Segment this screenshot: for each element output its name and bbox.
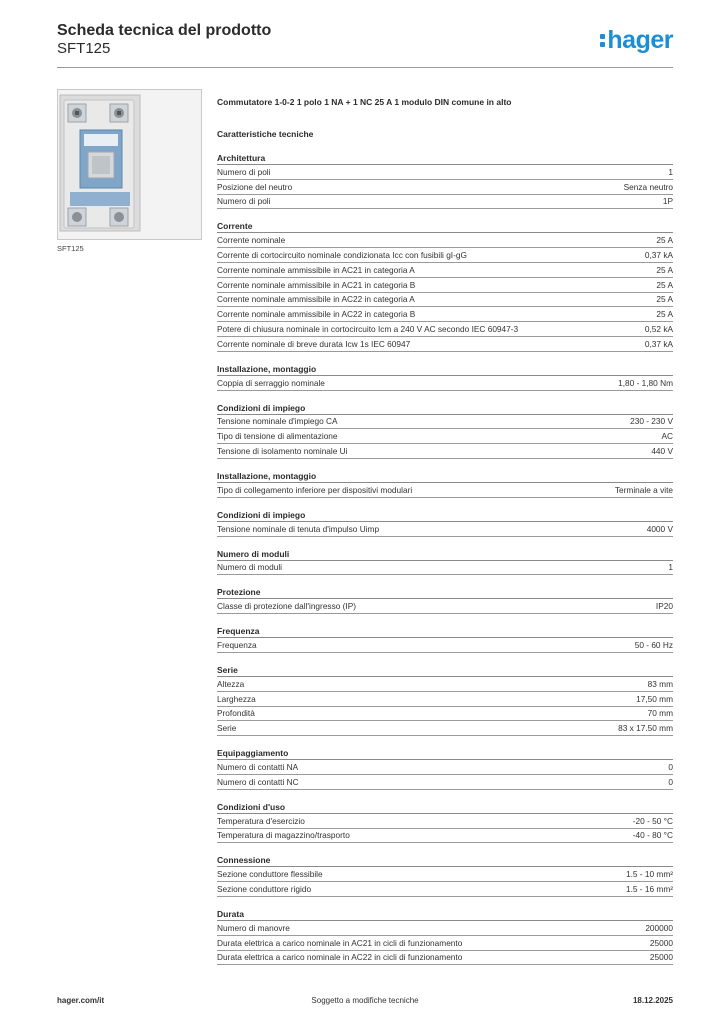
spec-sections xyxy=(217,151,673,965)
spec-value: -40 - 80 °C xyxy=(632,830,673,841)
spec-row xyxy=(217,775,673,790)
spec-section xyxy=(217,800,673,844)
section-title: Installazione, montaggio xyxy=(217,362,673,376)
document-title: Scheda tecnica del prodotto xyxy=(57,22,272,39)
spec-label: Tensione di isolamento nominale Ui xyxy=(217,446,348,457)
spec-value: 1.5 - 16 mm² xyxy=(625,884,673,894)
spec-section xyxy=(217,362,673,391)
spec-row xyxy=(217,293,673,308)
product-image xyxy=(57,89,202,240)
spec-row xyxy=(217,307,673,322)
spec-row xyxy=(217,760,673,775)
spec-section xyxy=(217,624,673,653)
spec-label: Temperatura d'esercizio xyxy=(217,815,305,826)
spec-section xyxy=(217,219,673,351)
section-title: Condizioni d'uso xyxy=(217,800,673,814)
spec-section xyxy=(217,508,673,537)
spec-row xyxy=(217,692,673,707)
spec-label: Coppia di serraggio nominale xyxy=(217,377,325,388)
footer-website: hager.com/it xyxy=(57,996,105,1005)
spec-value: 25000 xyxy=(649,952,673,963)
spec-value: 70 mm xyxy=(647,708,673,719)
spec-row xyxy=(217,677,673,692)
spec-value: 1.5 - 10 mm² xyxy=(625,869,673,880)
spec-row xyxy=(217,707,673,722)
spec-label: Corrente nominale di breve durata Icw 1s IEC 60947 xyxy=(217,338,411,349)
section-title: Connessione xyxy=(217,853,673,867)
spec-row xyxy=(217,829,673,844)
spec-section xyxy=(217,585,673,614)
spec-value: 1 xyxy=(668,166,673,177)
spec-label: Numero di poli xyxy=(217,196,271,207)
spec-value: AC xyxy=(661,431,673,442)
spec-value: Terminale a vite xyxy=(614,484,673,495)
spec-label: Profondità xyxy=(217,708,255,719)
spec-section xyxy=(217,151,673,209)
hager-logo xyxy=(600,26,673,55)
spec-row xyxy=(217,638,673,653)
spec-value: 0,52 kA xyxy=(644,324,673,335)
spec-label: Altezza xyxy=(217,678,245,689)
spec-row xyxy=(217,180,673,195)
product-description: Commutatore 1-0-2 1 polo 1 NA + 1 NC 25 A 1 modulo DIN comune in alto xyxy=(217,97,512,107)
spec-value: 4000 V xyxy=(646,523,673,534)
spec-row xyxy=(217,195,673,210)
spec-value: 25 A xyxy=(656,264,673,275)
spec-label: Tipo di collegamento inferiore per dispositivi modulari xyxy=(217,484,413,495)
section-title: Numero di moduli xyxy=(217,547,673,561)
image-caption: SFT125 xyxy=(57,244,84,253)
spec-value: 25 A xyxy=(656,309,673,320)
spec-label: Sezione conduttore flessibile xyxy=(217,869,323,880)
page-footer xyxy=(57,996,673,1010)
spec-value: 440 V xyxy=(651,446,673,457)
spec-row xyxy=(217,337,673,352)
spec-value: 0,37 kA xyxy=(644,250,673,261)
spec-label: Sezione conduttore rigido xyxy=(217,884,312,894)
product-code: SFT125 xyxy=(57,40,111,57)
spec-value: 50 - 60 Hz xyxy=(634,640,673,651)
spec-label: Durata elettrica a carico nominale in AC22 in cicli di funzionamento xyxy=(217,952,463,963)
spec-value: 83 mm xyxy=(647,678,673,689)
spec-value: 1P xyxy=(662,196,673,207)
section-title: Protezione xyxy=(217,585,673,599)
spec-label: Temperatura di magazzino/trasporto xyxy=(217,830,350,841)
spec-value: 1 xyxy=(668,562,673,573)
spec-label: Numero di manovre xyxy=(217,922,290,933)
spec-value: Senza neutro xyxy=(623,181,673,192)
spec-row xyxy=(217,444,673,459)
spec-label: Numero di poli xyxy=(217,166,271,177)
spec-section xyxy=(217,663,673,736)
spec-row xyxy=(217,278,673,293)
logo-text: hager xyxy=(607,26,673,54)
spec-section xyxy=(217,853,673,897)
spec-row xyxy=(217,936,673,951)
spec-row xyxy=(217,561,673,576)
spec-section xyxy=(217,401,673,459)
section-title: Condizioni di impiego xyxy=(217,508,673,522)
spec-value: IP20 xyxy=(655,601,673,612)
spec-section xyxy=(217,907,673,965)
spec-value: -20 - 50 °C xyxy=(632,815,673,826)
spec-label: Corrente nominale ammissibile in AC21 in categoria A xyxy=(217,264,415,275)
logo-colon-icon xyxy=(600,31,605,53)
spec-section xyxy=(217,746,673,790)
section-title: Corrente xyxy=(217,219,673,233)
spec-row xyxy=(217,921,673,936)
spec-label: Frequenza xyxy=(217,640,257,651)
spec-label: Classe di protezione dall'ingresso (IP) xyxy=(217,601,357,612)
footer-date: 18.12.2025 xyxy=(632,996,673,1005)
section-title: Equipaggiamento xyxy=(217,746,673,760)
section-title: Installazione, montaggio xyxy=(217,469,673,483)
spec-row xyxy=(217,721,673,736)
spec-label: Larghezza xyxy=(217,693,256,704)
spec-label: Tensione nominale d'impiego CA xyxy=(217,416,338,427)
spec-value: 1,80 - 1,80 Nm xyxy=(618,377,673,388)
spec-label: Corrente nominale ammissibile in AC22 in categoria A xyxy=(217,294,415,305)
spec-label: Corrente nominale ammissibile in AC21 in categoria B xyxy=(217,279,416,290)
switch-device-icon xyxy=(58,90,201,239)
spec-value: 0 xyxy=(668,762,673,773)
spec-row xyxy=(217,263,673,278)
spec-value: 25 A xyxy=(656,279,673,290)
spec-row xyxy=(217,814,673,829)
spec-section xyxy=(217,469,673,498)
spec-label: Tensione nominale di tenuta d'impulso Uimp xyxy=(217,523,380,534)
section-title: Frequenza xyxy=(217,624,673,638)
spec-value: 25 A xyxy=(656,294,673,305)
characteristics-title: Caratteristiche tecniche xyxy=(217,129,314,139)
spec-value: 83 x 17.50 mm xyxy=(618,723,673,734)
spec-row xyxy=(217,322,673,337)
spec-label: Potere di chiusura nominale in cortocircuito Icm a 240 V AC secondo IEC 60947-3 xyxy=(217,324,519,335)
spec-row xyxy=(217,233,673,248)
spec-row xyxy=(217,867,673,882)
spec-value: 0,37 kA xyxy=(644,338,673,349)
spec-label: Posizione del neutro xyxy=(217,181,293,192)
spec-row xyxy=(217,165,673,180)
spec-value: 25000 xyxy=(649,937,673,948)
spec-label: Durata elettrica a carico nominale in AC21 in cicli di funzionamento xyxy=(217,937,463,948)
spec-label: Numero di contatti NA xyxy=(217,762,299,773)
page-header xyxy=(57,20,673,68)
spec-label: Corrente nominale xyxy=(217,235,286,246)
spec-row xyxy=(217,415,673,430)
spec-row xyxy=(217,376,673,391)
spec-row xyxy=(217,248,673,263)
spec-section xyxy=(217,547,673,576)
spec-row xyxy=(217,483,673,498)
spec-value: 17,50 mm xyxy=(636,693,673,704)
footer-notice: Soggetto a modifiche tecniche xyxy=(311,996,419,1005)
section-title: Durata xyxy=(217,907,673,921)
spec-value: 200000 xyxy=(645,922,673,933)
spec-label: Tipo di tensione di alimentazione xyxy=(217,431,338,442)
spec-row xyxy=(217,882,673,897)
spec-row xyxy=(217,429,673,444)
spec-label: Numero di moduli xyxy=(217,562,283,573)
product-details xyxy=(217,96,673,975)
spec-value: 25 A xyxy=(656,235,673,246)
spec-label: Corrente nominale ammissibile in AC22 in categoria B xyxy=(217,309,416,320)
spec-label: Serie xyxy=(217,723,237,734)
spec-value: 0 xyxy=(668,776,673,787)
spec-value: 230 - 230 V xyxy=(630,416,673,427)
spec-label: Numero di contatti NC xyxy=(217,776,299,787)
spec-row xyxy=(217,599,673,614)
section-title: Architettura xyxy=(217,151,673,165)
section-title: Condizioni di impiego xyxy=(217,401,673,415)
spec-row xyxy=(217,951,673,966)
section-title: Serie xyxy=(217,663,673,677)
spec-row xyxy=(217,522,673,537)
spec-label: Corrente di cortocircuito nominale condizionata Icc con fusibili gI-gG xyxy=(217,250,467,261)
